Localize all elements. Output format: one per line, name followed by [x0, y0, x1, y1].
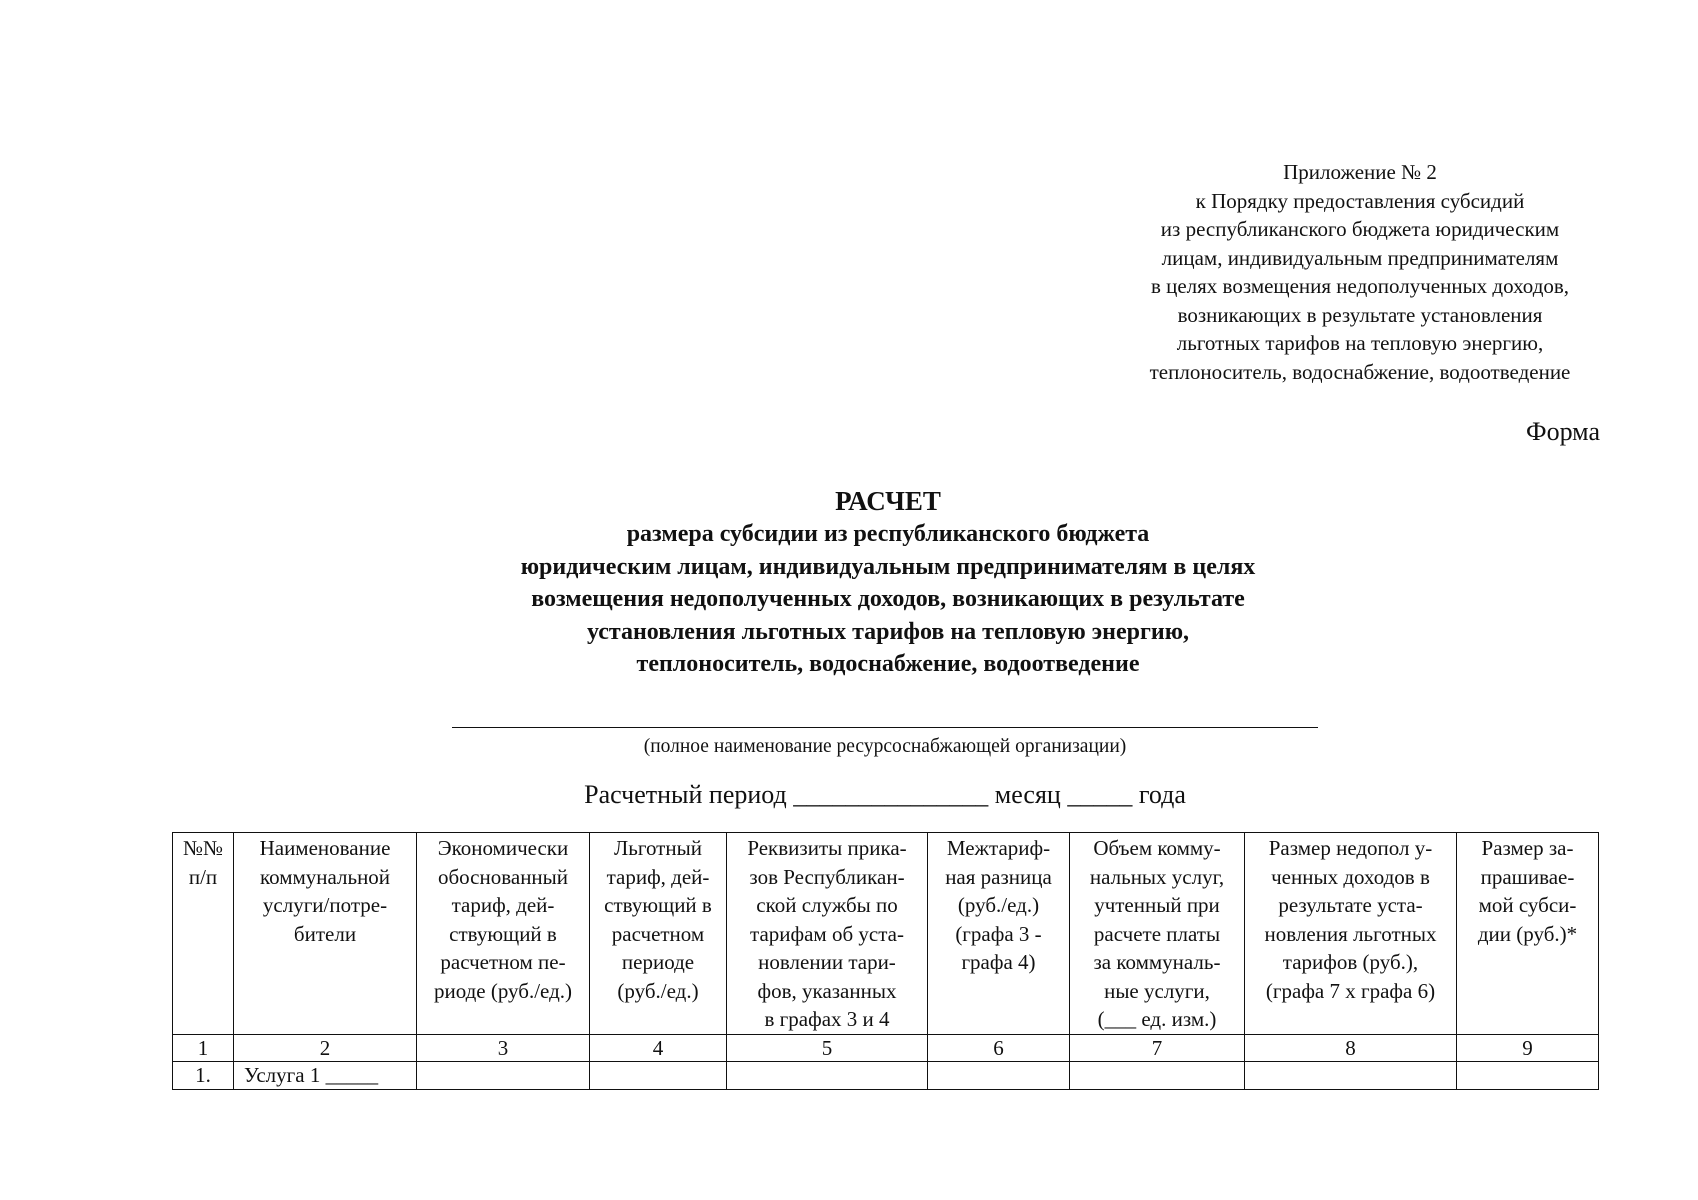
table-cell	[928, 1061, 1070, 1089]
table-row	[173, 1061, 1599, 1089]
column-number: 4	[590, 1034, 727, 1061]
document-title	[383, 484, 1393, 681]
appendix-line: лицам, индивидуальным предпринимателям	[1161, 245, 1559, 270]
service-name-cell: Услуга 1 _____	[234, 1061, 417, 1089]
row-number-cell: 1.	[173, 1061, 234, 1089]
column-header: Льготный тариф, дей- ствующий в расчетном периоде (руб./ед.)	[590, 833, 727, 1035]
organization-caption: (полное наименование ресурсоснабжающей организации)	[643, 736, 1127, 757]
table-cell	[1457, 1061, 1599, 1089]
appendix-line: в целях возмещения недополученных доходов,	[1150, 274, 1570, 298]
column-number: 2	[234, 1034, 417, 1061]
organization-name-line	[452, 727, 1318, 728]
title-line: установления льготных тарифов на тепловую энергию,	[586, 618, 1190, 645]
column-header: Объем комму- нальных услуг, учтенный при расчете платы за коммуналь- ные услуги, (___ ед. изм.)	[1070, 833, 1245, 1035]
form-label: Форма	[1526, 417, 1600, 446]
table-cell	[1245, 1061, 1457, 1089]
appendix-line: к Порядку предоставления субсидий	[1195, 188, 1525, 213]
title-line: теплоноситель, водоснабжение, водоотведение	[636, 651, 1140, 677]
column-number: 7	[1070, 1034, 1245, 1061]
title-main: РАСЧЕТ	[835, 486, 941, 516]
table-header-row	[173, 833, 1599, 1035]
table-cell	[727, 1061, 928, 1089]
column-number: 9	[1457, 1034, 1599, 1061]
appendix-block	[1040, 158, 1680, 386]
appendix-line: теплоноситель, водоснабжение, водоотведение	[1149, 359, 1571, 384]
appendix-line: Приложение № 2	[1283, 160, 1437, 184]
column-header: Реквизиты прика- зов Республикан- ской службы по тарифам об уста- новлении тари- фов, указанных в графах 3 и 4	[727, 833, 928, 1035]
column-header: Межтариф- ная разница (руб./ед.) (графа 3 - графа 4)	[928, 833, 1070, 1035]
column-number: 8	[1245, 1034, 1457, 1061]
appendix-line: возникающих в результате установления	[1177, 302, 1543, 327]
column-header: №№ п/п	[173, 833, 234, 1035]
column-header: Наименование коммунальной услуги/потре- бители	[234, 833, 417, 1035]
title-line: возмещения недополученных доходов, возникающих в результате	[531, 586, 1245, 612]
column-number: 6	[928, 1034, 1070, 1061]
column-header: Экономически обоснованный тариф, дей- ствующий в расчетном пе- риоде (руб./ед.)	[417, 833, 590, 1035]
appendix-line: льготных тарифов на тепловую энергию,	[1176, 331, 1544, 355]
column-number: 3	[417, 1034, 590, 1061]
column-number: 5	[727, 1034, 928, 1061]
column-header: Размер недопол у- ченных доходов в результате уста- новления льготных тарифов (руб.), (графа 7 х графа 6)	[1245, 833, 1457, 1035]
column-number-row	[173, 1034, 1599, 1061]
title-line: размера субсидии из республиканского бюджета	[626, 521, 1150, 547]
subsidy-calculation-table	[172, 832, 1599, 1090]
appendix-line: из республиканского бюджета юридическим	[1160, 217, 1560, 241]
title-line: юридическим лицам, индивидуальным предпринимателям в целях	[520, 553, 1256, 580]
column-header: Размер за- прашивае- мой субси- дии (руб.)*	[1457, 833, 1599, 1035]
table-cell	[1070, 1061, 1245, 1089]
period-line: Расчетный период _______________ месяц _____ года	[584, 780, 1186, 809]
table-cell	[590, 1061, 727, 1089]
column-number: 1	[173, 1034, 234, 1061]
table-cell	[417, 1061, 590, 1089]
